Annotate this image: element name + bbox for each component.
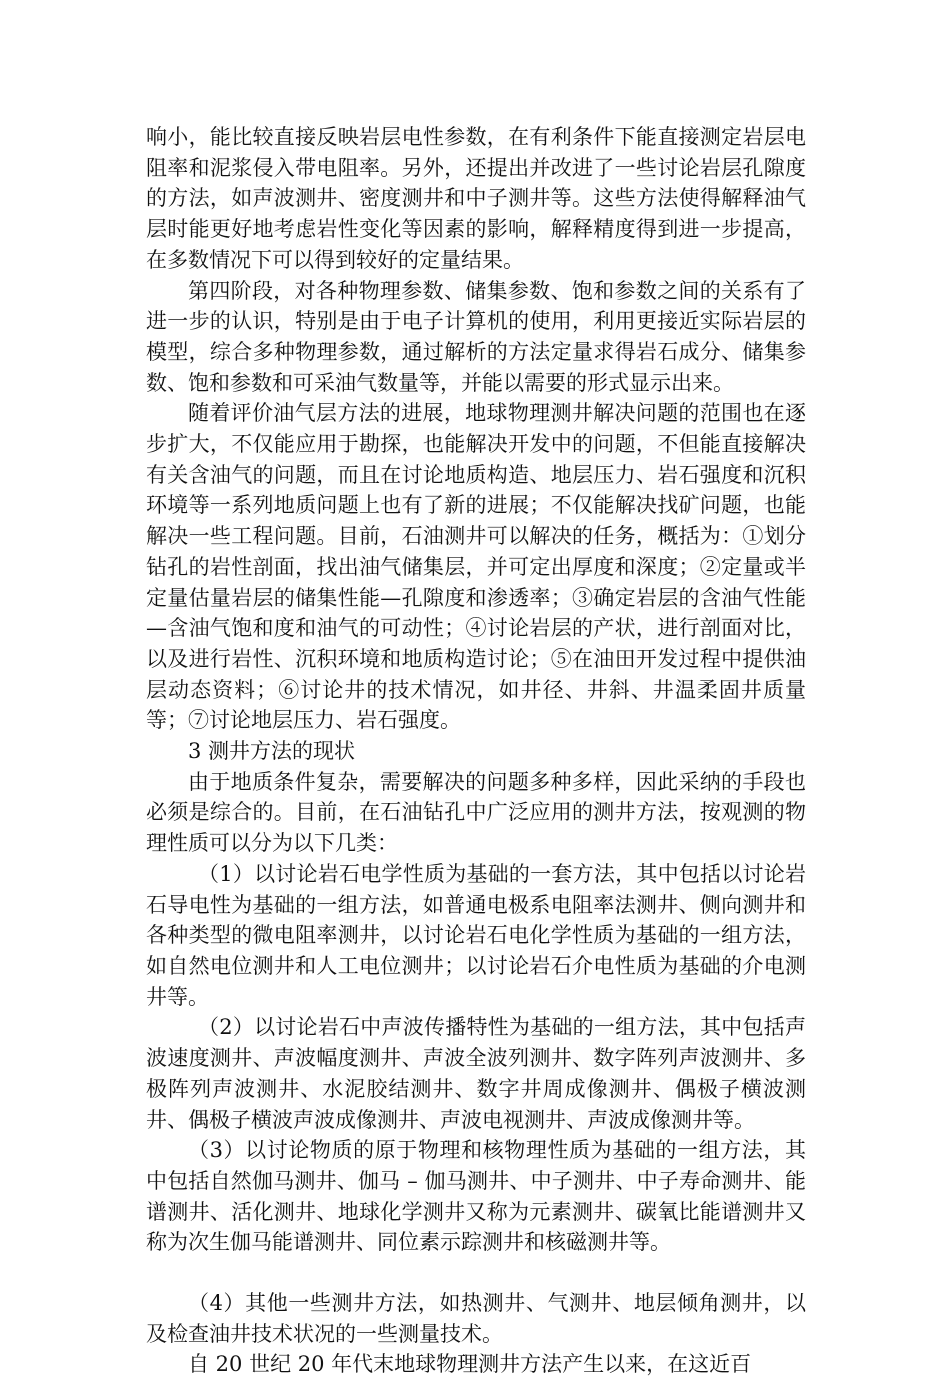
paragraph-history: 自 20 世纪 20 年代末地球物理测井方法产生以来，在这近百	[188, 1352, 752, 1377]
list-item-electrical: （1）以讨论岩石电学性质为基础的一套方法，其中包括以讨论岩石导电性为基础的一组方法，如普通电极系电阻率法测井、侧向测井和各种类型的微电阻率测井，以讨论岩石电化学性质为基础的一组方法，如自然电位测井和人工电位测井；以讨论岩石介电性质为基础的介电测井等。	[146, 861, 806, 1009]
paragraph-methods-intro: 由于地质条件复杂，需要解决的问题多种多样，因此采纳的手段也必须是综合的。目前，在石油钻孔中广泛应用的测井方法，按观测的物理性质可以分为以下几类：	[146, 769, 806, 856]
list-item-nuclear: （3）以讨论物质的原于物理和核物理性质为基础的一组方法，其中包括自然伽马测井、伽马 – 伽马测井、中子测井、中子寿命测井、能谱测井、活化测井、地球化学测井又称为元素测井、碳氧比能谱测井又称为次生伽马能谱测井、同位素示踪测井和核磁测井等。	[146, 1138, 806, 1255]
paragraph-logging-tasks: 随着评价油气层方法的进展，地球物理测井解决问题的范围也在逐步扩大，不仅能应用于勘探，也能解决开发中的问题，不但能直接解决有关含油气的问题，而且在讨论地质构造、地层压力、岩石强度和沉积环境等一系列地质问题上也有了新的进展；不仅能解决找矿问题，也能解决一些工程问题。目前，石油测井可以解决的任务，概括为：①划分钻孔的岩性剖面，找出油气储集层，并可定出厚度和深度；②定量或半定量估量岩层的储集性能—孔隙度和渗透率；③确定岩层的含油气性能—含油气饱和度和油气的可动性；④讨论岩层的产状，进行剖面对比，以及进行岩性、沉积环境和地质构造讨论；⑤在油田开发过程中提供油层动态资料；⑥讨论井的技术情况，如井径、井斜、井温柔固井质量等；⑦讨论地层压力、岩石强度。	[146, 401, 806, 733]
document-page	[146, 122, 806, 1380]
blank-line	[146, 1258, 806, 1288]
section-heading: 3 测井方法的现状	[188, 739, 356, 764]
paragraph-continuation: 响小，能比较直接反映岩层电性参数，在有利条件下能直接测定岩层电阻率和泥浆侵入带电阻率。另外，还提出并改进了一些讨论岩层孔隙度的方法，如声波测井、密度测井和中子测井等。这些方法使得解释油气层时能更好地考虑岩性变化等因素的影响，解释精度得到进一步提高，在多数情况下可以得到较好的定量结果。	[146, 125, 806, 272]
list-item-acoustic: （2）以讨论岩石中声波传播特性为基础的一组方法，其中包括声波速度测井、声波幅度测井、声波全波列测井、数字阵列声波测井、多极阵列声波测井、水泥胶结测井、数字井周成像测井、偶极子横波测井、偶极子横波声波成像测井、声波电视测井、声波成像测井等。	[146, 1015, 806, 1132]
list-item-other: （4）其他一些测井方法，如热测井、气测井、地层倾角测井，以及检查油井技术状况的一些测量技术。	[146, 1291, 806, 1346]
paragraph-stage-four: 第四阶段，对各种物理参数、储集参数、饱和参数之间的关系有了进一步的认识，特别是由于电子计算机的使用，利用更接近实际岩层的模型，综合多种物理参数，通过解析的方法定量求得岩石成分、储集参数、饱和参数和可采油气数量等，并能以需要的形式显示出来。	[146, 278, 806, 395]
